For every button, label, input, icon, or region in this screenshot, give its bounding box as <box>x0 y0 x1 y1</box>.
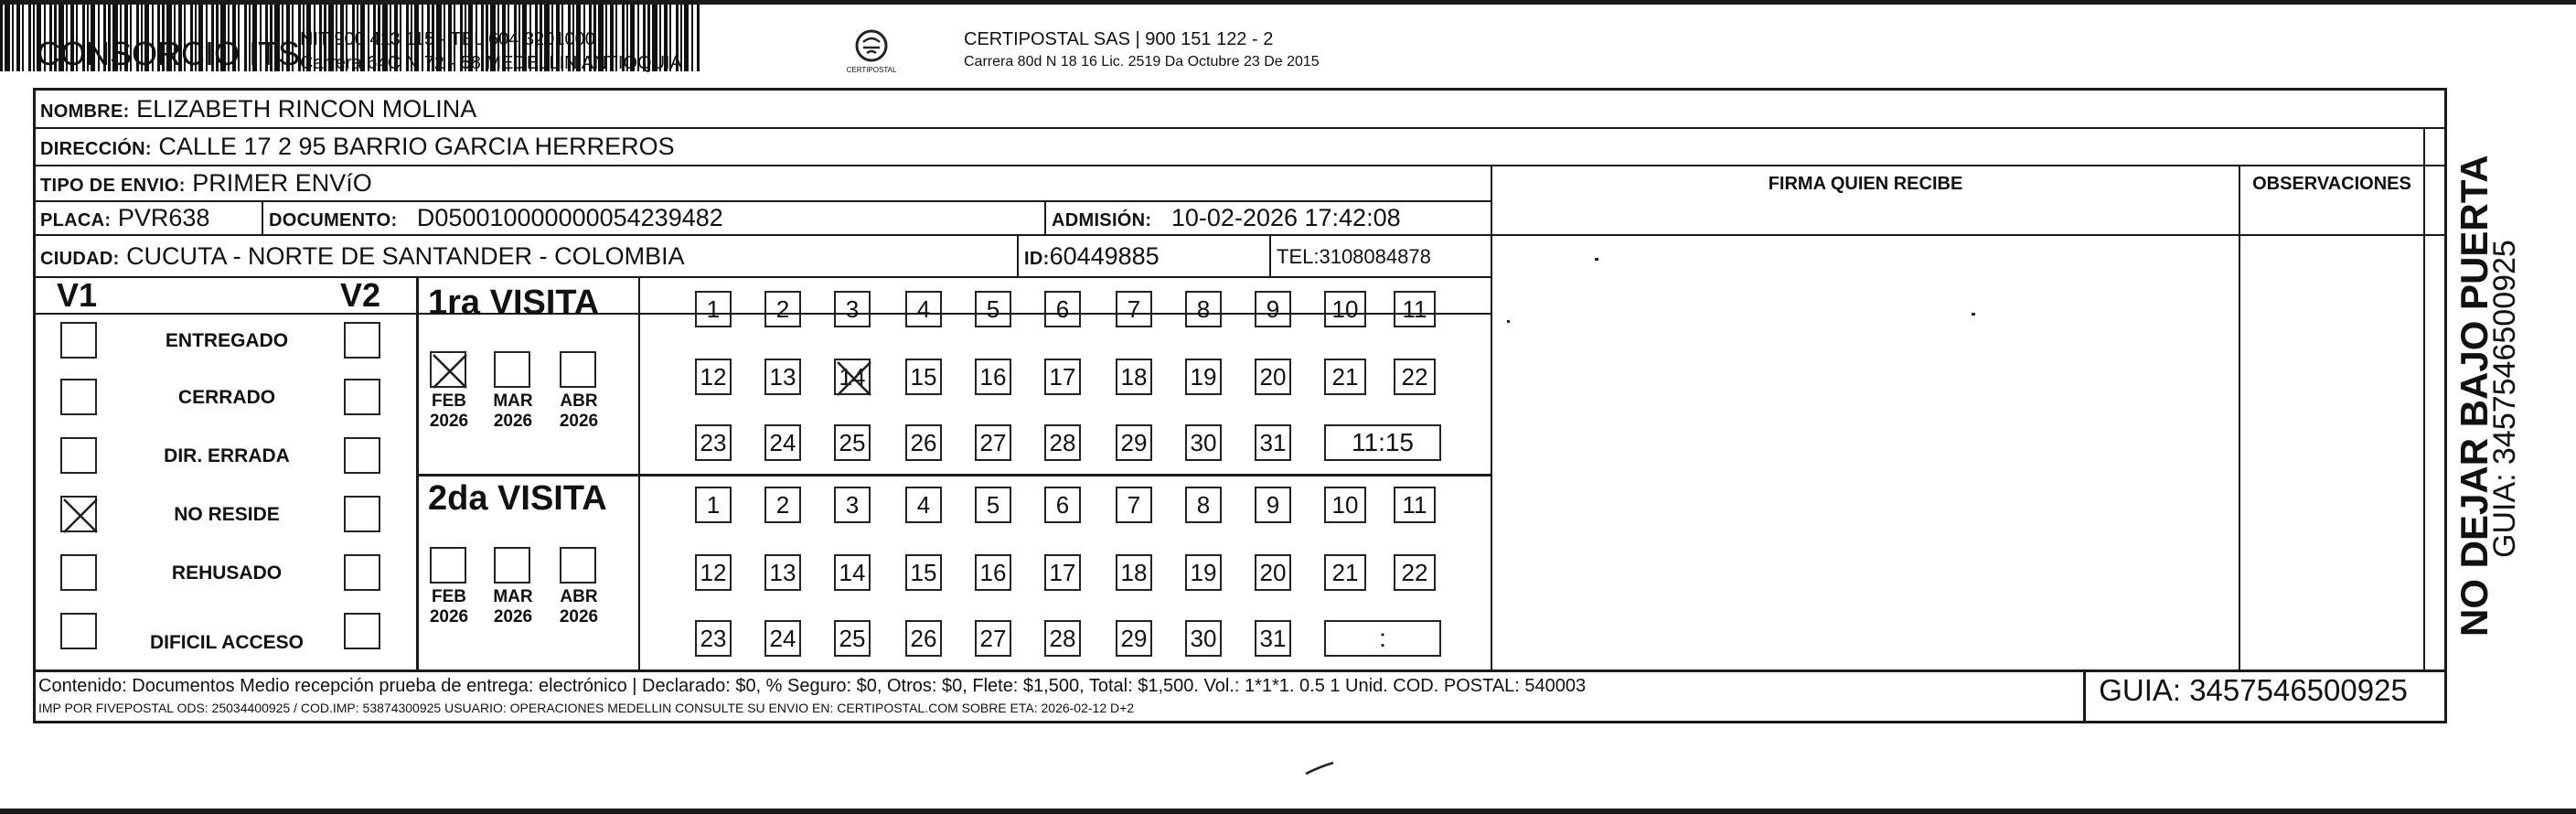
day-box[interactable]: 16 <box>975 554 1011 591</box>
day-box[interactable]: 30 <box>1185 620 1222 657</box>
ciudad-cell <box>40 242 685 271</box>
month-checkbox[interactable] <box>560 547 596 584</box>
day-box[interactable]: 6 <box>1044 291 1081 327</box>
placa-value: PVR638 <box>117 204 210 231</box>
footer-imp: IMP POR FIVEPOSTAL ODS: 25034400925 / COD.IMP: 53874300925 USUARIO: OPERACIONES MEDELLIN CONSULTE SU ENVIO EN: CERTIPOSTAL.COM SOBRE ETA: 2026-02-12 D+2 <box>38 701 1135 715</box>
day-box[interactable]: 22 <box>1394 359 1436 395</box>
day-box[interactable]: 26 <box>905 620 942 657</box>
col-admision-divider <box>1044 200 1046 236</box>
day-box[interactable]: 12 <box>695 554 732 591</box>
col-placa-divider <box>262 200 263 236</box>
v2-header: V2 <box>340 276 381 314</box>
tel-label: TEL: <box>1277 245 1320 268</box>
direccion-row <box>40 133 675 161</box>
day-box[interactable]: 4 <box>905 487 942 523</box>
day-box[interactable]: 1 <box>695 487 732 523</box>
status-v2-checkbox[interactable] <box>344 496 380 532</box>
day-box[interactable]: 1 <box>695 291 732 327</box>
placa-label: PLACA: <box>40 210 112 230</box>
day-box[interactable]: 22 <box>1394 554 1436 591</box>
day-box[interactable]: 23 <box>695 424 732 461</box>
day-box[interactable]: 2 <box>764 291 801 327</box>
month-checkbox[interactable] <box>560 351 596 388</box>
month-checkbox[interactable] <box>494 547 530 584</box>
day-box[interactable]: 10 <box>1324 487 1366 523</box>
day-box[interactable]: 19 <box>1185 359 1222 395</box>
table-border-right <box>2444 88 2447 723</box>
day-box[interactable]: 20 <box>1255 359 1291 395</box>
status-v1-checkbox[interactable] <box>60 379 97 415</box>
row-line-4 <box>33 234 2447 236</box>
day-box[interactable]: 18 <box>1116 359 1152 395</box>
status-option-label: REHUSADO <box>171 562 283 584</box>
day-box[interactable]: 28 <box>1044 620 1081 657</box>
day-box[interactable]: 19 <box>1185 554 1222 591</box>
tipo-envio-value: PRIMER ENVíO <box>192 169 372 197</box>
row-line-5 <box>33 276 1492 278</box>
day-box[interactable]: 2 <box>764 487 801 523</box>
day-box[interactable]: 9 <box>1255 487 1291 523</box>
admision-cell <box>1052 204 1401 232</box>
day-box[interactable]: 17 <box>1044 554 1081 591</box>
ciudad-label: CIUDAD: <box>40 249 120 269</box>
certipostal-line: CERTIPOSTAL SAS | 900 151 122 - 2 <box>964 29 1274 49</box>
day-box[interactable]: 20 <box>1255 554 1291 591</box>
day-box[interactable]: 27 <box>975 620 1011 657</box>
day-box[interactable]: 16 <box>975 359 1011 395</box>
day-box[interactable]: 14 <box>834 554 871 591</box>
speck <box>1972 313 1975 316</box>
status-v2-checkbox[interactable] <box>344 554 380 591</box>
day-box[interactable]: 11 <box>1394 487 1436 523</box>
tipo-envio-label: TIPO DE ENVIO: <box>40 176 186 196</box>
month-checkbox[interactable] <box>494 351 530 388</box>
side-no-dejar: NO DEJAR BAJO PUERTA <box>2453 155 2496 637</box>
day-box[interactable]: 12 <box>695 359 732 395</box>
nombre-value: ELIZABETH RINCON MOLINA <box>136 95 477 123</box>
certipostal-logo <box>841 27 902 79</box>
day-box[interactable]: 3 <box>834 291 871 327</box>
time-box[interactable]: 11:15 <box>1324 424 1441 461</box>
tel-cell <box>1277 245 1431 269</box>
status-option-label: ENTREGADO <box>165 330 289 351</box>
day-box[interactable]: 24 <box>764 620 801 657</box>
day-box[interactable]: 25 <box>834 620 871 657</box>
day-box[interactable]: 13 <box>764 554 801 591</box>
firma-header: FIRMA QUIEN RECIBE <box>1768 174 1963 194</box>
status-v1-checkbox[interactable] <box>60 613 97 649</box>
speck <box>1595 258 1598 261</box>
col-id-divider <box>1017 236 1019 276</box>
pen-stroke <box>1304 761 1335 776</box>
status-v1-checkbox[interactable] <box>60 322 97 359</box>
day-box[interactable]: 5 <box>975 487 1011 523</box>
month-label: FEB 2026 <box>429 587 469 627</box>
status-option-label: DIR. ERRADA <box>164 445 290 466</box>
day-box[interactable]: 14 <box>834 359 871 395</box>
day-box[interactable]: 23 <box>695 620 732 657</box>
scan-bottom-border <box>0 809 2576 814</box>
table-border-top <box>33 88 2447 91</box>
day-box[interactable]: 15 <box>905 359 942 395</box>
day-box[interactable]: 8 <box>1185 487 1222 523</box>
status-v1-checkbox[interactable] <box>60 437 97 474</box>
day-box[interactable]: 7 <box>1116 291 1152 327</box>
id-label: ID: <box>1024 249 1050 269</box>
month-label: FEB 2026 <box>429 391 469 431</box>
visit-divider <box>416 474 1492 477</box>
month-checkbox[interactable] <box>430 547 466 584</box>
day-box[interactable]: 4 <box>905 291 942 327</box>
day-box[interactable]: 31 <box>1255 620 1291 657</box>
day-box[interactable]: 3 <box>834 487 871 523</box>
day-box[interactable]: 7 <box>1116 487 1152 523</box>
month-label: MAR 2026 <box>493 391 533 431</box>
status-v1-checkbox[interactable] <box>60 496 97 532</box>
status-option-label: CERRADO <box>177 387 276 408</box>
placa-cell <box>40 204 209 232</box>
certipostal-address: Carrera 80d N 18 16 Lic. 2519 Da Octubre 23 De 2015 <box>964 54 1320 70</box>
col-firma-left <box>1491 165 1492 670</box>
certipostal-logo-text: CERTIPOSTAL <box>846 66 897 74</box>
documento-cell <box>269 204 723 232</box>
direccion-label: DIRECCIÓN: <box>40 139 152 159</box>
day-box[interactable]: 9 <box>1255 291 1291 327</box>
visit1-title: 1ra VISITA <box>428 284 600 322</box>
day-box[interactable]: 30 <box>1185 424 1222 461</box>
row-line-3 <box>33 200 1492 202</box>
status-v2-checkbox[interactable] <box>344 322 380 359</box>
company-address: Carrera 64C N 72 - 58 MEDELLIN ANTIOQUIA <box>300 53 682 73</box>
table-border-left <box>33 88 36 723</box>
col-days-divider <box>638 276 640 670</box>
side-guia: GUIA: 3457546500925 <box>2487 240 2522 558</box>
day-box[interactable]: 24 <box>764 424 801 461</box>
day-box[interactable]: 13 <box>764 359 801 395</box>
day-box[interactable]: 27 <box>975 424 1011 461</box>
col-side-left <box>2423 127 2425 670</box>
id-value: 60449885 <box>1049 242 1160 270</box>
signature-area <box>1494 238 2237 668</box>
footer-guia: GUIA: 3457546500925 <box>2099 673 2408 707</box>
tipo-envio-row <box>40 169 372 198</box>
ciudad-value: CUCUTA - NORTE DE SANTANDER - COLOMBIA <box>126 242 685 270</box>
day-box[interactable]: 10 <box>1324 291 1366 327</box>
company-name: CONSORCIO ITS <box>37 35 301 72</box>
direccion-value: CALLE 17 2 95 BARRIO GARCIA HERREROS <box>158 133 675 160</box>
day-box[interactable]: 29 <box>1116 424 1152 461</box>
month-label: MAR 2026 <box>493 587 533 627</box>
tel-value: 3108084878 <box>1319 245 1431 268</box>
status-v1-checkbox[interactable] <box>60 554 97 591</box>
col-obs-left <box>2239 165 2240 670</box>
day-box[interactable]: 17 <box>1044 359 1081 395</box>
month-label: ABR 2026 <box>559 391 599 431</box>
visit2-title: 2da VISITA <box>428 479 607 518</box>
day-box[interactable]: 5 <box>975 291 1011 327</box>
day-box[interactable]: 25 <box>834 424 871 461</box>
observaciones-header: OBSERVACIONES <box>2252 174 2411 194</box>
status-option-label: DIFICIL ACCESO <box>149 632 304 653</box>
row-line-2 <box>33 165 2447 166</box>
day-box[interactable]: 8 <box>1185 291 1222 327</box>
nombre-row <box>40 95 476 123</box>
v1-header: V1 <box>57 276 98 314</box>
day-box[interactable]: 15 <box>905 554 942 591</box>
scan-top-border <box>0 0 2576 5</box>
time-box[interactable]: : <box>1324 620 1441 657</box>
month-label: ABR 2026 <box>559 587 599 627</box>
day-box[interactable]: 21 <box>1324 554 1366 591</box>
day-box[interactable]: 29 <box>1116 620 1152 657</box>
company-nit: NIT 900 413 115 - TEL 604 3201000 <box>300 29 595 49</box>
col-tel-divider <box>1269 236 1271 276</box>
status-v2-checkbox[interactable] <box>344 379 380 415</box>
footer-contenido: Contenido: Documentos Medio recepción prueba de entrega: electrónico | Declarado: $0, % Seguro: $0, Otros: $0, Flete: $1,500, Total: $1,500. Vol.: 1*1*1. 0.5 1 Unid. COD. POSTAL: 540003 <box>38 676 1587 696</box>
status-v2-checkbox[interactable] <box>344 613 380 649</box>
day-box[interactable]: 31 <box>1255 424 1291 461</box>
day-box[interactable]: 18 <box>1116 554 1152 591</box>
day-box[interactable]: 26 <box>905 424 942 461</box>
day-box[interactable]: 11 <box>1394 291 1436 327</box>
row-line-1 <box>33 127 2447 129</box>
id-cell <box>1024 242 1160 271</box>
nombre-label: NOMBRE: <box>40 102 130 122</box>
status-v2-checkbox[interactable] <box>344 437 380 474</box>
day-box[interactable]: 28 <box>1044 424 1081 461</box>
day-box[interactable]: 6 <box>1044 487 1081 523</box>
day-box[interactable]: 21 <box>1324 359 1366 395</box>
col-status-divider <box>416 276 419 670</box>
admision-value: 10-02-2026 17:42:08 <box>1170 204 1401 231</box>
documento-value: D050010000000054239482 <box>416 204 723 231</box>
documento-label: DOCUMENTO: <box>269 210 398 230</box>
speck <box>1507 320 1510 323</box>
status-option-label: NO RESIDE <box>174 504 280 525</box>
month-checkbox[interactable] <box>430 351 466 388</box>
admision-label: ADMISIÓN: <box>1052 210 1152 230</box>
